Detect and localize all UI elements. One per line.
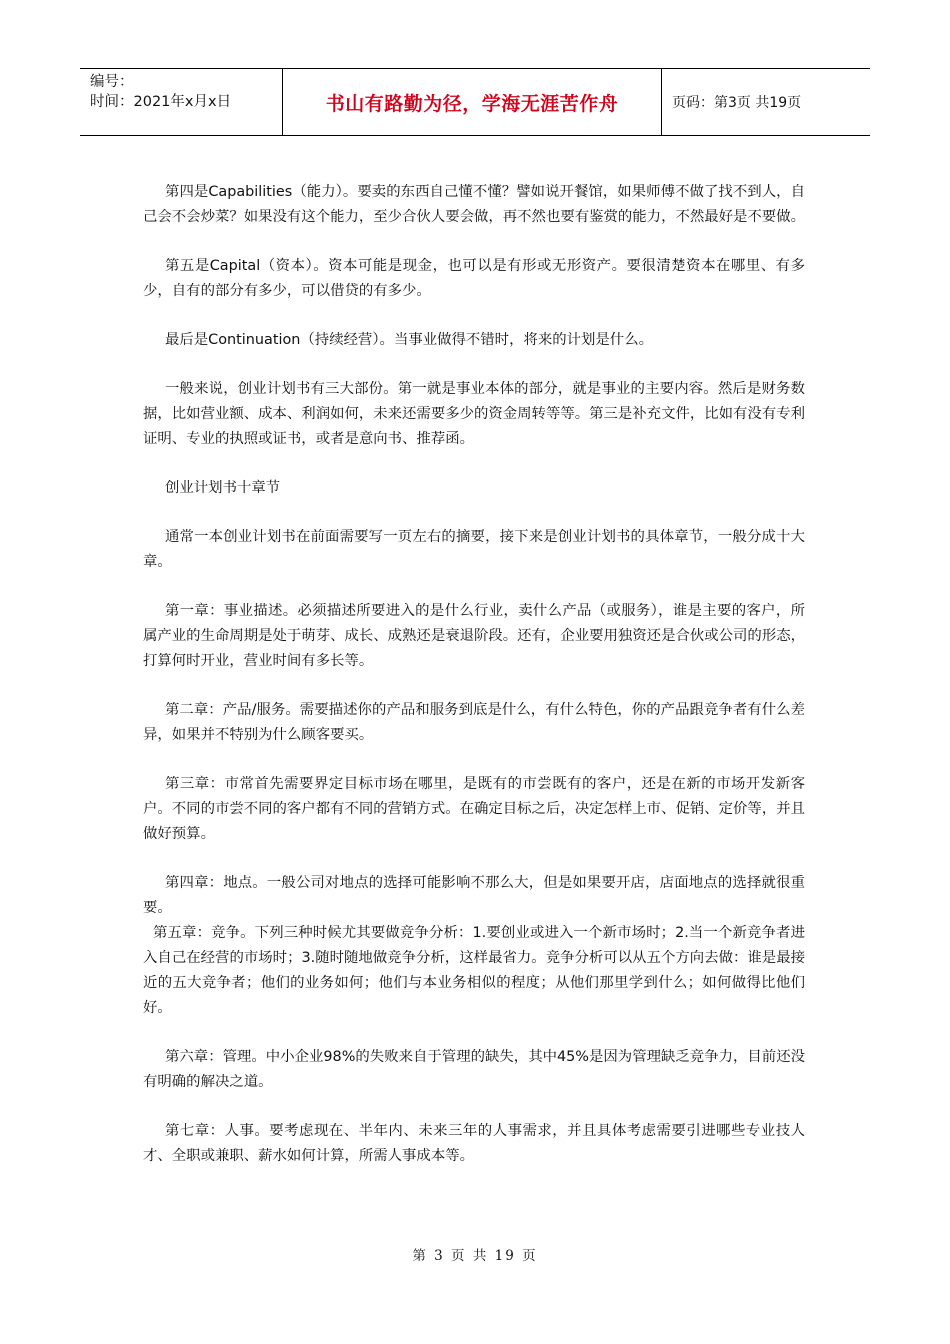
header-meta: [80, 69, 282, 135]
paragraph-chapter-1: 第一章：事业描述。必须描述所要进入的是什么行业，卖什么产品（或服务），谁是主要的客户，所属产业的生命周期是处于萌芽、成长、成熟还是衰退阶段。还有，企业要用独资还是合伙或公司的形态，打算何时开业，营业时间有多长等。: [143, 603, 805, 669]
paragraph-chapter-4: 第四章：地点。一般公司对地点的选择可能影响不那么大，但是如果要开店，店面地点的选择就很重要。: [143, 875, 805, 916]
paragraph-chapter-3: 第三章：市常首先需要界定目标市场在哪里，是既有的市尝既有的客户，还是在新的市场开发新客户。不同的市尝不同的客户都有不同的营销方式。在确定目标之后，决定怎样上市、促销、定价等，并且做好预算。: [143, 776, 805, 842]
document-date-label: 时间：2021年x月x日: [90, 94, 232, 110]
header-motto: 书山有路勤为径，学海无涯苦作舟: [282, 69, 662, 135]
document-number-label: 编号：: [90, 74, 134, 90]
paragraph-three-parts: 一般来说，创业计划书有三大部份。第一就是事业本体的部分，就是事业的主要内容。然后是财务数据，比如营业额、成本、利润如何，未来还需要多少的资金周转等等。第三是补充文件，比如有没有专利证明、专业的执照或证书，或者是意向书、推荐函。: [143, 381, 805, 447]
paragraph-continuation: 最后是Continuation（持续经营）。当事业做得不错时，将来的计划是什么。: [165, 332, 653, 348]
document-body: [143, 180, 805, 1193]
page-header: [80, 68, 870, 136]
paragraph-capital: 第五是Capital（资本）。资本可能是现金，也可以是有形或无形资产。要很清楚资本在哪里、有多少，自有的部分有多少，可以借贷的有多少。: [143, 258, 805, 299]
section-heading-ten-chapters: 创业计划书十章节: [165, 480, 281, 496]
paragraph-chapter-6: 第六章：管理。中小企业98%的失败来自于管理的缺失，其中45%是因为管理缺乏竞争力，目前还没有明确的解决之道。: [143, 1049, 805, 1090]
paragraph-chapter-5: 第五章：竞争。下列三种时候尤其要做竞争分析：1.要创业或进入一个新市场时；2.当一个新竞争者进入自己在经营的市场时；3.随时随地做竞争分析，这样最省力。竞争分析可以从五个方向去做：谁是最接近的五大竞争者；他们的业务如何；他们与本业务相似的程度；从他们那里学到什么；如何做得比他们好。: [143, 925, 805, 1016]
paragraph-chapter-7: 第七章：人事。要考虑现在、半年内、未来三年的人事需求，并且具体考虑需要引进哪些专业技人才、全职或兼职、薪水如何计算，所需人事成本等。: [143, 1123, 805, 1164]
page-footer: 第 3 页 共 19 页: [412, 1248, 538, 1264]
paragraph-chapter-2: 第二章：产品/服务。需要描述你的产品和服务到底是什么，有什么特色，你的产品跟竞争者有什么差异，如果并不特别为什么顾客要买。: [143, 702, 805, 743]
paragraph-capabilities: 第四是Capabilities（能力）。要卖的东西自己懂不懂？譬如说开餐馆，如果师傅不做了找不到人，自己会不会炒菜？如果没有这个能力，至少合伙人要会做，再不然也要有鉴赏的能力，不然最好是不要做。: [143, 184, 805, 225]
header-page-info: 页码：第3页 共19页: [672, 95, 802, 111]
paragraph-intro-chapters: 通常一本创业计划书在前面需要写一页左右的摘要，接下来是创业计划书的具体章节，一般分成十大章。: [143, 529, 805, 570]
